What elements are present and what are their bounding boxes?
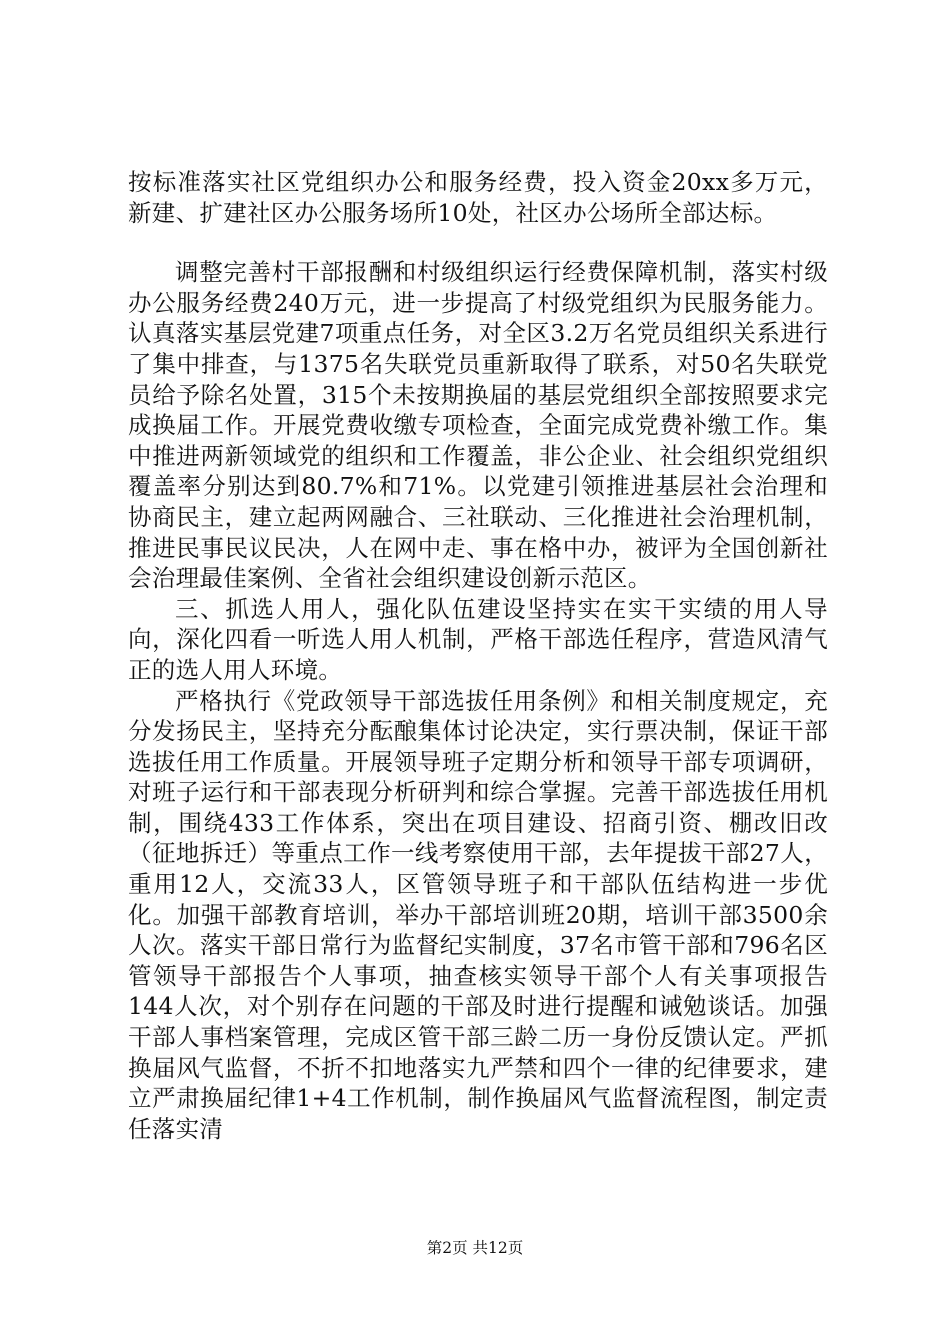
- document-body: [128, 167, 828, 1144]
- paragraph-section-three-heading: 三、抓选人用人，强化队伍建设坚持实在实干实绩的用人导向，深化四看一听选人用人机制，严格干部选任程序，营造风清气正的选人用人环境。: [128, 594, 828, 684]
- paragraph-village-cadre-pay: 调整完善村干部报酬和村级组织运行经费保障机制，落实村级办公服务经费240万元，进一步提高了村级党组织为民服务能力。认真落实基层党建7项重点任务，对全区3.2万名党员组织关系进行了集中排查，与1375名失联党员重新取得了联系，对50名失联党员给予除名处置，315个未按期换届的基层党组织全部按照要求完成换届工作。开展党费收缴专项检查，全面完成党费补缴工作。集中推进两新领域党的组织和工作覆盖，非公企业、社会组织党组织覆盖率分别达到80.7%和71%。以党建引领推进基层社会治理和协商民主，建立起两网融合、三社联动、三化推进社会治理机制，推进民事民议民决，人在网中走、事在格中办，被评为全国创新社会治理最佳案例、全省社会组织建设创新示范区。: [128, 258, 828, 593]
- paragraph-community-funding: 按标准落实社区党组织办公和服务经费，投入资金20xx多万元，新建、扩建社区办公服务场所10处，社区办公场所全部达标。: [128, 168, 828, 227]
- page-number-footer: 第2页 共12页: [426, 1239, 524, 1257]
- paragraph-cadre-selection: 严格执行《党政领导干部选拔任用条例》和相关制度规定，充分发扬民主，坚持充分酝酿集体讨论决定，实行票决制，保证干部选拔任用工作质量。开展领导班子定期分析和领导干部专项调研，对班子运行和干部表现分析研判和综合掌握。完善干部选拔任用机制，围绕433工作体系，突出在项目建设、招商引资、棚改旧改（征地拆迁）等重点工作一线考察使用干部，去年提拔干部27人，重用12人，交流33人，区管领导班子和干部队伍结构进一步优化。加强干部教育培训，举办干部培训班20期，培训干部3500余人次。落实干部日常行为监督纪实制度，37名市管干部和796名区管领导干部报告个人事项，抽查核实领导干部个人有关事项报告144人次，对个别存在问题的干部及时进行提醒和诫勉谈话。加强干部人事档案管理，完成区管干部三龄二历一身份反馈认定。严抓换届风气监督，不折不扣地落实九严禁和四个一律的纪律要求，建立严肃换届纪律1+4工作机制，制作换届风气监督流程图，制定责任落实清: [128, 686, 828, 1143]
